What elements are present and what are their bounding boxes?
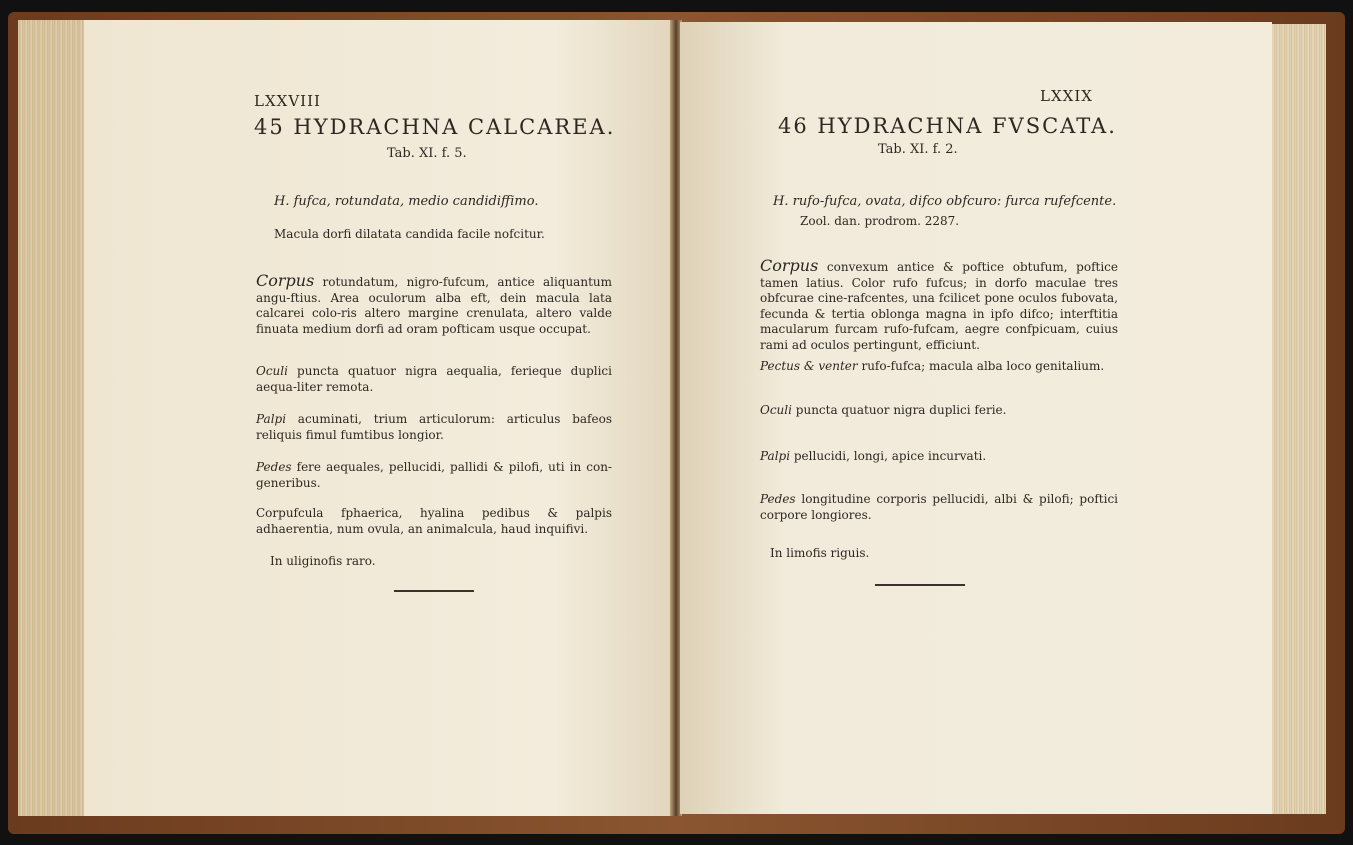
paragraph-text: In limofis riguis. bbox=[770, 546, 870, 560]
paragraph-lead: Oculi bbox=[760, 403, 792, 417]
section-divider bbox=[394, 590, 474, 592]
paragraph-text: puncta quatuor nigra aequalia, ferieque duplici aequa-liter remota. bbox=[256, 364, 612, 394]
paragraph bbox=[256, 506, 612, 537]
right-page bbox=[680, 22, 1272, 814]
paragraph-text: Macula dorfi dilatata candida facile nofcitur. bbox=[274, 227, 545, 241]
paragraph bbox=[760, 449, 1118, 465]
paragraph bbox=[256, 364, 612, 395]
species-diagnosis: H. rufo-fufca, ovata, difco obfcuro: furca rufefcente. bbox=[773, 194, 1117, 209]
paragraph bbox=[256, 273, 612, 337]
paragraph-lead: Corpus bbox=[760, 256, 819, 275]
paragraph-lead: Palpi bbox=[760, 449, 791, 463]
paragraph bbox=[760, 359, 1118, 375]
paragraph-text: acuminati, trium articulorum: articulus bafeos reliquis fimul fumtibus longior. bbox=[256, 412, 612, 442]
paragraph-lead: Pectus & venter bbox=[760, 359, 858, 373]
paragraph bbox=[760, 492, 1118, 523]
plate-reference: Tab. XI. f. 2. bbox=[878, 142, 958, 157]
paragraph-text: longitudine corporis pellucidi, albi & pilofi; poftici corpore longiores. bbox=[760, 492, 1118, 522]
paragraph bbox=[760, 403, 1118, 419]
paragraph-text: rotundatum, nigro-fufcum, antice aliquantum angu-ftius. Area oculorum alba eft, dein macula lata calcarei colo-ris altero margine crenulata, altero valde finuata medium dorfi ad oram pofticam usque occupat. bbox=[256, 275, 612, 336]
paragraph-text: pellucidi, longi, apice incurvati. bbox=[790, 449, 987, 463]
paragraph-text: convexum antice & poftice obtufum, poftice tamen latius. Color rufo fufcus; in dorfo maculae tres obfcurae cine-rafcentes, una fcilicet pone oculos fubovata, fecunda & tertia oblonga magna in ipfo difco; interftitia macularum furcam rufo-fufcam, aegre confpicuam, cuius rami ad oculos pertingunt, efficiunt. bbox=[760, 260, 1118, 352]
paragraph-lead: Pedes bbox=[760, 492, 796, 506]
page-number: LXXVIII bbox=[254, 92, 321, 110]
section-divider bbox=[875, 584, 965, 586]
paragraph bbox=[274, 227, 604, 243]
paragraph-lead: Palpi bbox=[256, 412, 287, 426]
paragraph bbox=[256, 412, 612, 443]
paragraph-text: Corpufcula fphaerica, hyalina pedibus & palpis adhaerentia, num ovula, an animalcula, haud inquifivi. bbox=[256, 506, 612, 536]
paragraph-lead: Pedes bbox=[256, 460, 292, 474]
paragraph-lead: Corpus bbox=[256, 271, 315, 290]
paragraph-text: rufo-fufca; macula alba loco genitalium. bbox=[857, 359, 1105, 373]
paragraph-text: fere aequales, pellucidi, pallidi & pilofi, uti in con-generibus. bbox=[256, 460, 612, 490]
paragraph-text: puncta quatuor nigra duplici ferie. bbox=[791, 403, 1007, 417]
left-page bbox=[84, 20, 672, 816]
page-edges-left bbox=[18, 20, 84, 816]
paragraph bbox=[256, 460, 612, 491]
plate-reference: Tab. XI. f. 5. bbox=[387, 146, 467, 161]
literature-reference: Zool. dan. prodrom. 2287. bbox=[800, 214, 960, 228]
page-edges-right bbox=[1270, 24, 1326, 814]
paragraph bbox=[760, 258, 1118, 353]
paragraph-text: In uliginofis raro. bbox=[270, 554, 376, 568]
page-number: LXXIX bbox=[1040, 87, 1093, 105]
species-title: 45 HYDRACHNA CALCAREA. bbox=[254, 115, 616, 139]
paragraph-lead: Oculi bbox=[256, 364, 288, 378]
species-title: 46 HYDRACHNA FVSCATA. bbox=[778, 114, 1117, 138]
paragraph bbox=[770, 546, 1070, 562]
species-diagnosis: H. fufca, rotundata, medio candidiffimo. bbox=[274, 194, 539, 209]
paragraph bbox=[270, 554, 570, 570]
